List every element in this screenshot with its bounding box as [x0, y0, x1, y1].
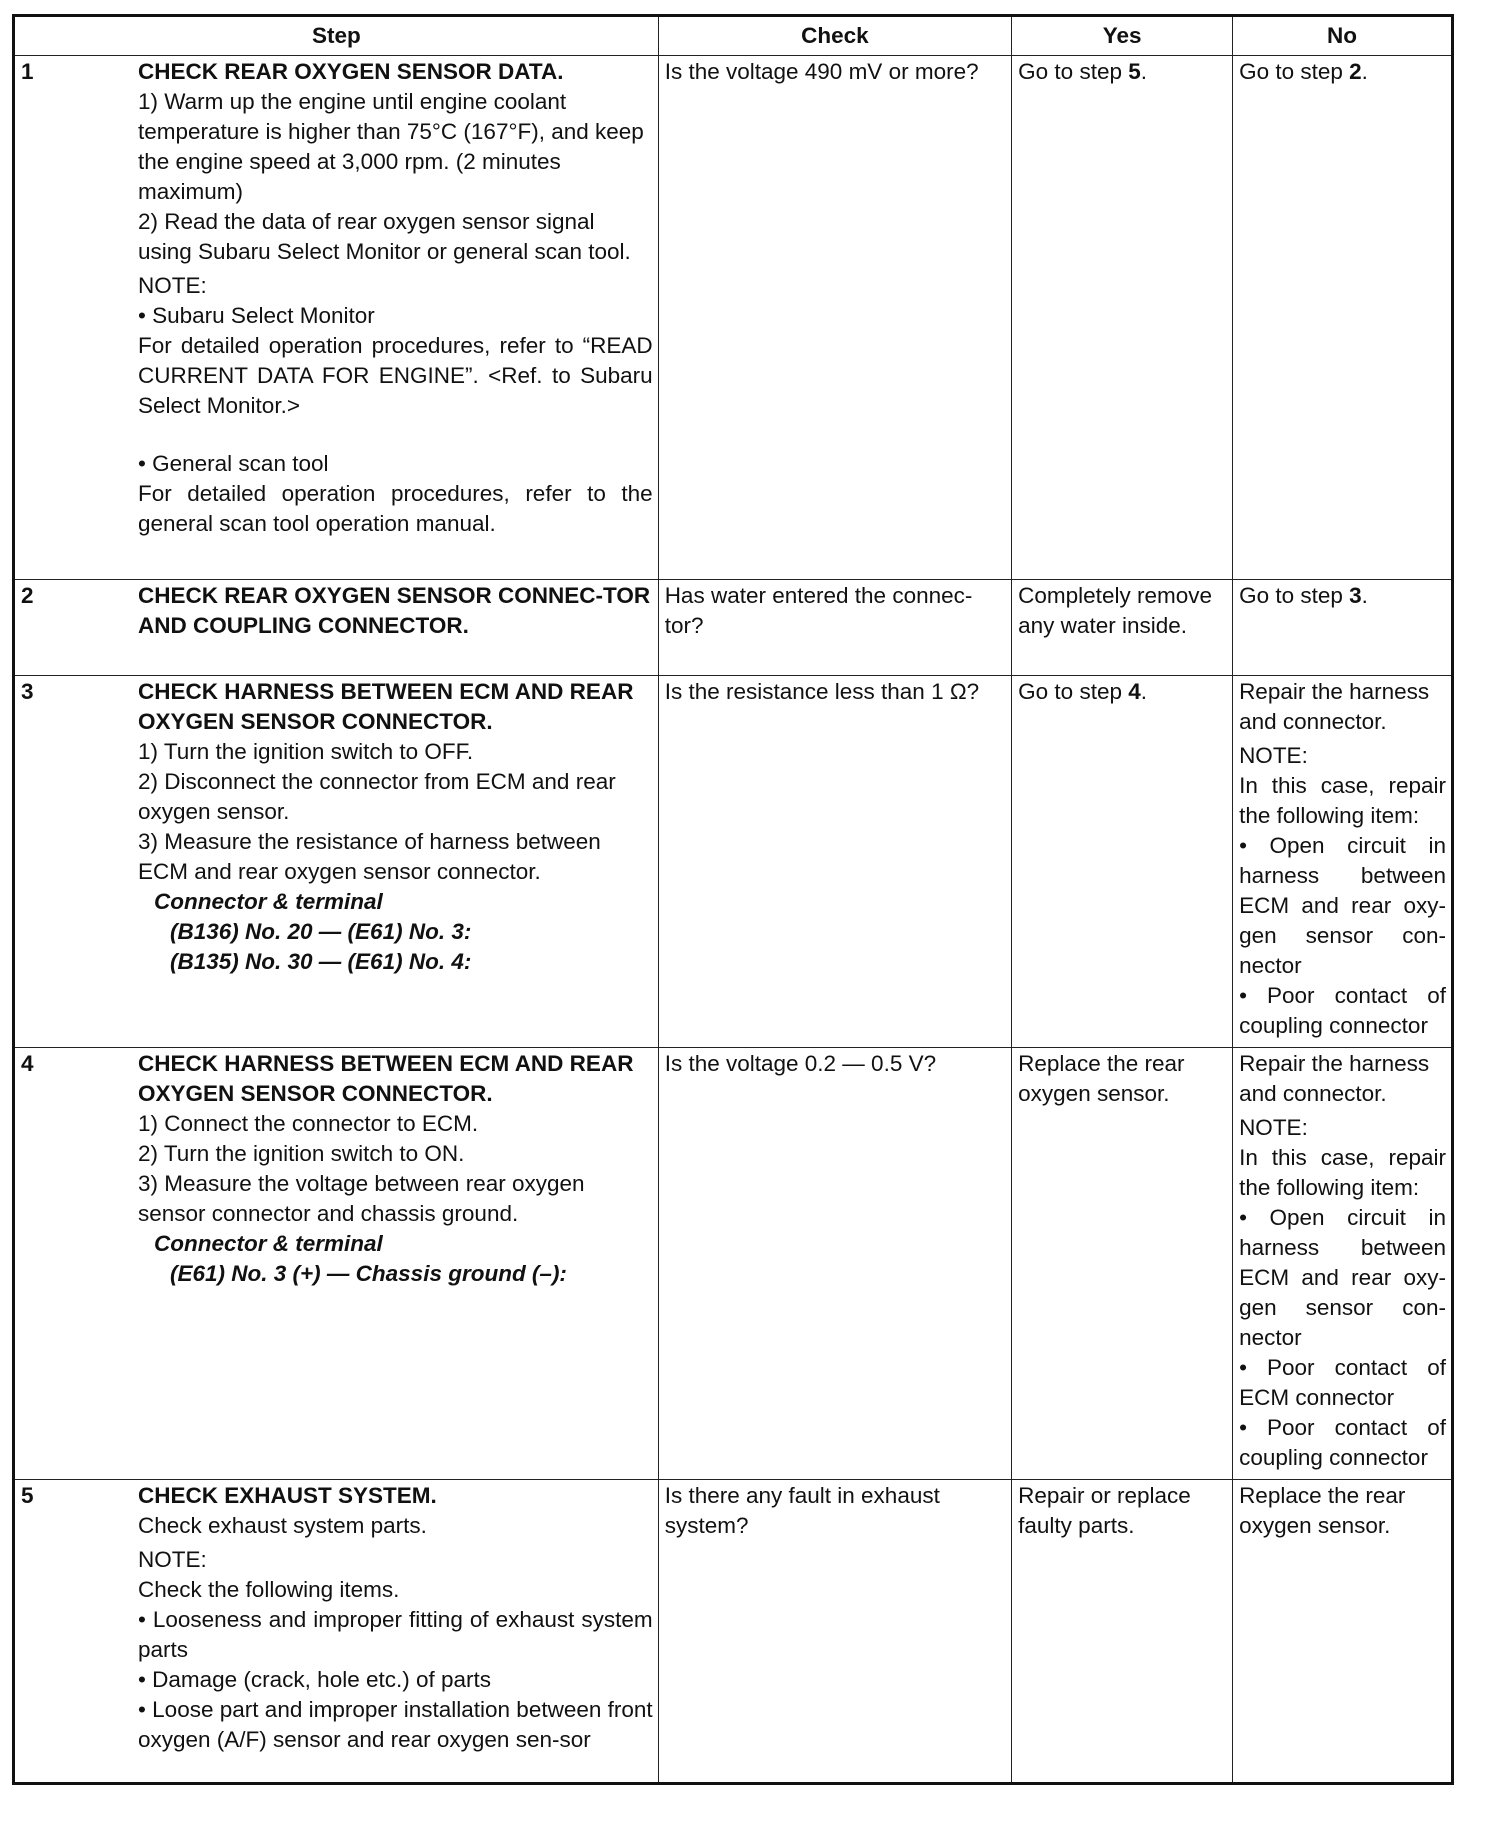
- yes-cell: Repair or replace faulty parts.: [1012, 1480, 1233, 1784]
- no-cell: Replace the rear oxygen sensor.: [1233, 1480, 1453, 1784]
- note-line: • Looseness and improper fitting of exhaust system parts: [138, 1607, 653, 1662]
- check-cell: Is there any fault in exhaust system?: [658, 1480, 1011, 1784]
- yes-text: Go to step: [1018, 679, 1129, 704]
- no-note-intro: In this case, repair the following item:: [1239, 1145, 1446, 1200]
- no-main: Repair the harness and connector.: [1239, 679, 1430, 734]
- step-cell: [14, 580, 659, 676]
- header-row: [14, 16, 1453, 56]
- no-note-intro: In this case, repair the following item:: [1239, 773, 1446, 828]
- yes-end: .: [1140, 679, 1147, 704]
- table-row: [14, 676, 1453, 1048]
- yes-step: 5: [1128, 59, 1141, 84]
- note-line: • Damage (crack, hole etc.) of parts: [138, 1667, 492, 1692]
- spec-title: Connector & terminal: [154, 889, 383, 914]
- header-yes: Yes: [1012, 16, 1233, 56]
- table-row: [14, 1048, 1453, 1480]
- no-item: • Poor contact of ECM connector: [1239, 1355, 1446, 1410]
- note-item: • General scan tool: [138, 451, 329, 476]
- step-title: CHECK HARNESS BETWEEN ECM AND REAR OXYGEN SENSOR CONNECTOR.: [138, 679, 634, 734]
- step-number: 3: [21, 679, 34, 704]
- step-line: 1) Connect the connector to ECM.: [138, 1111, 479, 1136]
- spec-line: (B135) No. 30 — (E61) No. 4:: [170, 949, 472, 974]
- no-main: Repair the harness and connector.: [1239, 1051, 1430, 1106]
- yes-cell: [1012, 56, 1233, 580]
- no-item: • Poor contact of coupling connector: [1239, 1415, 1446, 1470]
- no-note: NOTE:: [1239, 743, 1308, 768]
- no-cell: [1233, 676, 1453, 1048]
- no-cell: [1233, 1048, 1453, 1480]
- header-step: Step: [14, 16, 659, 56]
- step-number: 5: [21, 1483, 34, 1508]
- table-row: [14, 580, 1453, 676]
- no-step: 2: [1349, 59, 1362, 84]
- step-title: CHECK REAR OXYGEN SENSOR DATA.: [138, 59, 564, 84]
- step-line: 2) Read the data of rear oxygen sensor signal using Subaru Select Monitor or general scan tool.: [138, 209, 631, 264]
- note-item: • Subaru Select Monitor: [138, 303, 375, 328]
- check-cell: Has water entered the connec-tor?: [658, 580, 1011, 676]
- yes-cell: [1012, 676, 1233, 1048]
- yes-end: .: [1140, 59, 1147, 84]
- check-cell: Is the voltage 0.2 — 0.5 V?: [658, 1048, 1011, 1480]
- step-title: CHECK EXHAUST SYSTEM.: [138, 1483, 437, 1508]
- step-title: CHECK REAR OXYGEN SENSOR CONNEC-TOR AND COUPLING CONNECTOR.: [138, 583, 651, 638]
- yes-text: Go to step: [1018, 59, 1129, 84]
- note-text: For detailed operation procedures, refer to “READ CURRENT DATA FOR ENGINE”. <Ref. to Subaru Select Monitor.>: [138, 333, 653, 418]
- check-cell: Is the resistance less than 1 Ω?: [658, 676, 1011, 1048]
- step-line: 1) Turn the ignition switch to OFF.: [138, 739, 474, 764]
- step-line: 3) Measure the voltage between rear oxygen sensor connector and chassis ground.: [138, 1171, 585, 1226]
- step-cell: [14, 1480, 659, 1784]
- no-text: Go to step: [1239, 59, 1350, 84]
- step-line: 3) Measure the resistance of harness between ECM and rear oxygen sensor connector.: [138, 829, 601, 884]
- no-item: • Poor contact of coupling connector: [1239, 983, 1446, 1038]
- table-row: [14, 1480, 1453, 1784]
- no-text: Go to step: [1239, 583, 1350, 608]
- note-text: For detailed operation procedures, refer to the general scan tool operation manual.: [138, 481, 653, 536]
- step-cell: [14, 56, 659, 580]
- step-number: 2: [21, 583, 34, 608]
- yes-step: 4: [1128, 679, 1141, 704]
- no-end: .: [1361, 59, 1368, 84]
- no-item: • Open circuit in harness between ECM and rear oxy-gen sensor con-nector: [1239, 833, 1446, 978]
- table-row: [14, 56, 1453, 580]
- step-line: Check exhaust system parts.: [138, 1513, 427, 1538]
- step-line: 1) Warm up the engine until engine coolant temperature is higher than 75°C (167°F), and keep the engine speed at 3,000 rpm. (2 minutes maximum): [138, 89, 644, 204]
- step-number: 4: [21, 1051, 34, 1076]
- step-cell: [14, 1048, 659, 1480]
- note-label: NOTE:: [138, 273, 207, 298]
- troubleshooting-table: [12, 14, 1454, 1785]
- spec-title: Connector & terminal: [154, 1231, 383, 1256]
- no-cell: [1233, 56, 1453, 580]
- spec-line: (B136) No. 20 — (E61) No. 3:: [170, 919, 472, 944]
- no-step: 3: [1349, 583, 1362, 608]
- yes-cell: Replace the rear oxygen sensor.: [1012, 1048, 1233, 1480]
- step-number: 1: [21, 59, 34, 84]
- step-line: 2) Turn the ignition switch to ON.: [138, 1141, 465, 1166]
- no-note: NOTE:: [1239, 1115, 1308, 1140]
- step-cell: [14, 676, 659, 1048]
- header-check: Check: [658, 16, 1011, 56]
- step-title: CHECK HARNESS BETWEEN ECM AND REAR OXYGEN SENSOR CONNECTOR.: [138, 1051, 634, 1106]
- note-line: • Loose part and improper installation between front oxygen (A/F) sensor and rear oxygen sen-sor: [138, 1697, 653, 1752]
- no-cell: [1233, 580, 1453, 676]
- header-no: No: [1233, 16, 1453, 56]
- step-line: 2) Disconnect the connector from ECM and rear oxygen sensor.: [138, 769, 616, 824]
- check-cell: Is the voltage 490 mV or more?: [658, 56, 1011, 580]
- spec-line: (E61) No. 3 (+) — Chassis ground (–):: [170, 1261, 567, 1286]
- no-end: .: [1361, 583, 1368, 608]
- yes-cell: Completely remove any water inside.: [1012, 580, 1233, 676]
- note-label: NOTE:: [138, 1547, 207, 1572]
- note-line: Check the following items.: [138, 1577, 400, 1602]
- no-item: • Open circuit in harness between ECM and rear oxy-gen sensor con-nector: [1239, 1205, 1446, 1350]
